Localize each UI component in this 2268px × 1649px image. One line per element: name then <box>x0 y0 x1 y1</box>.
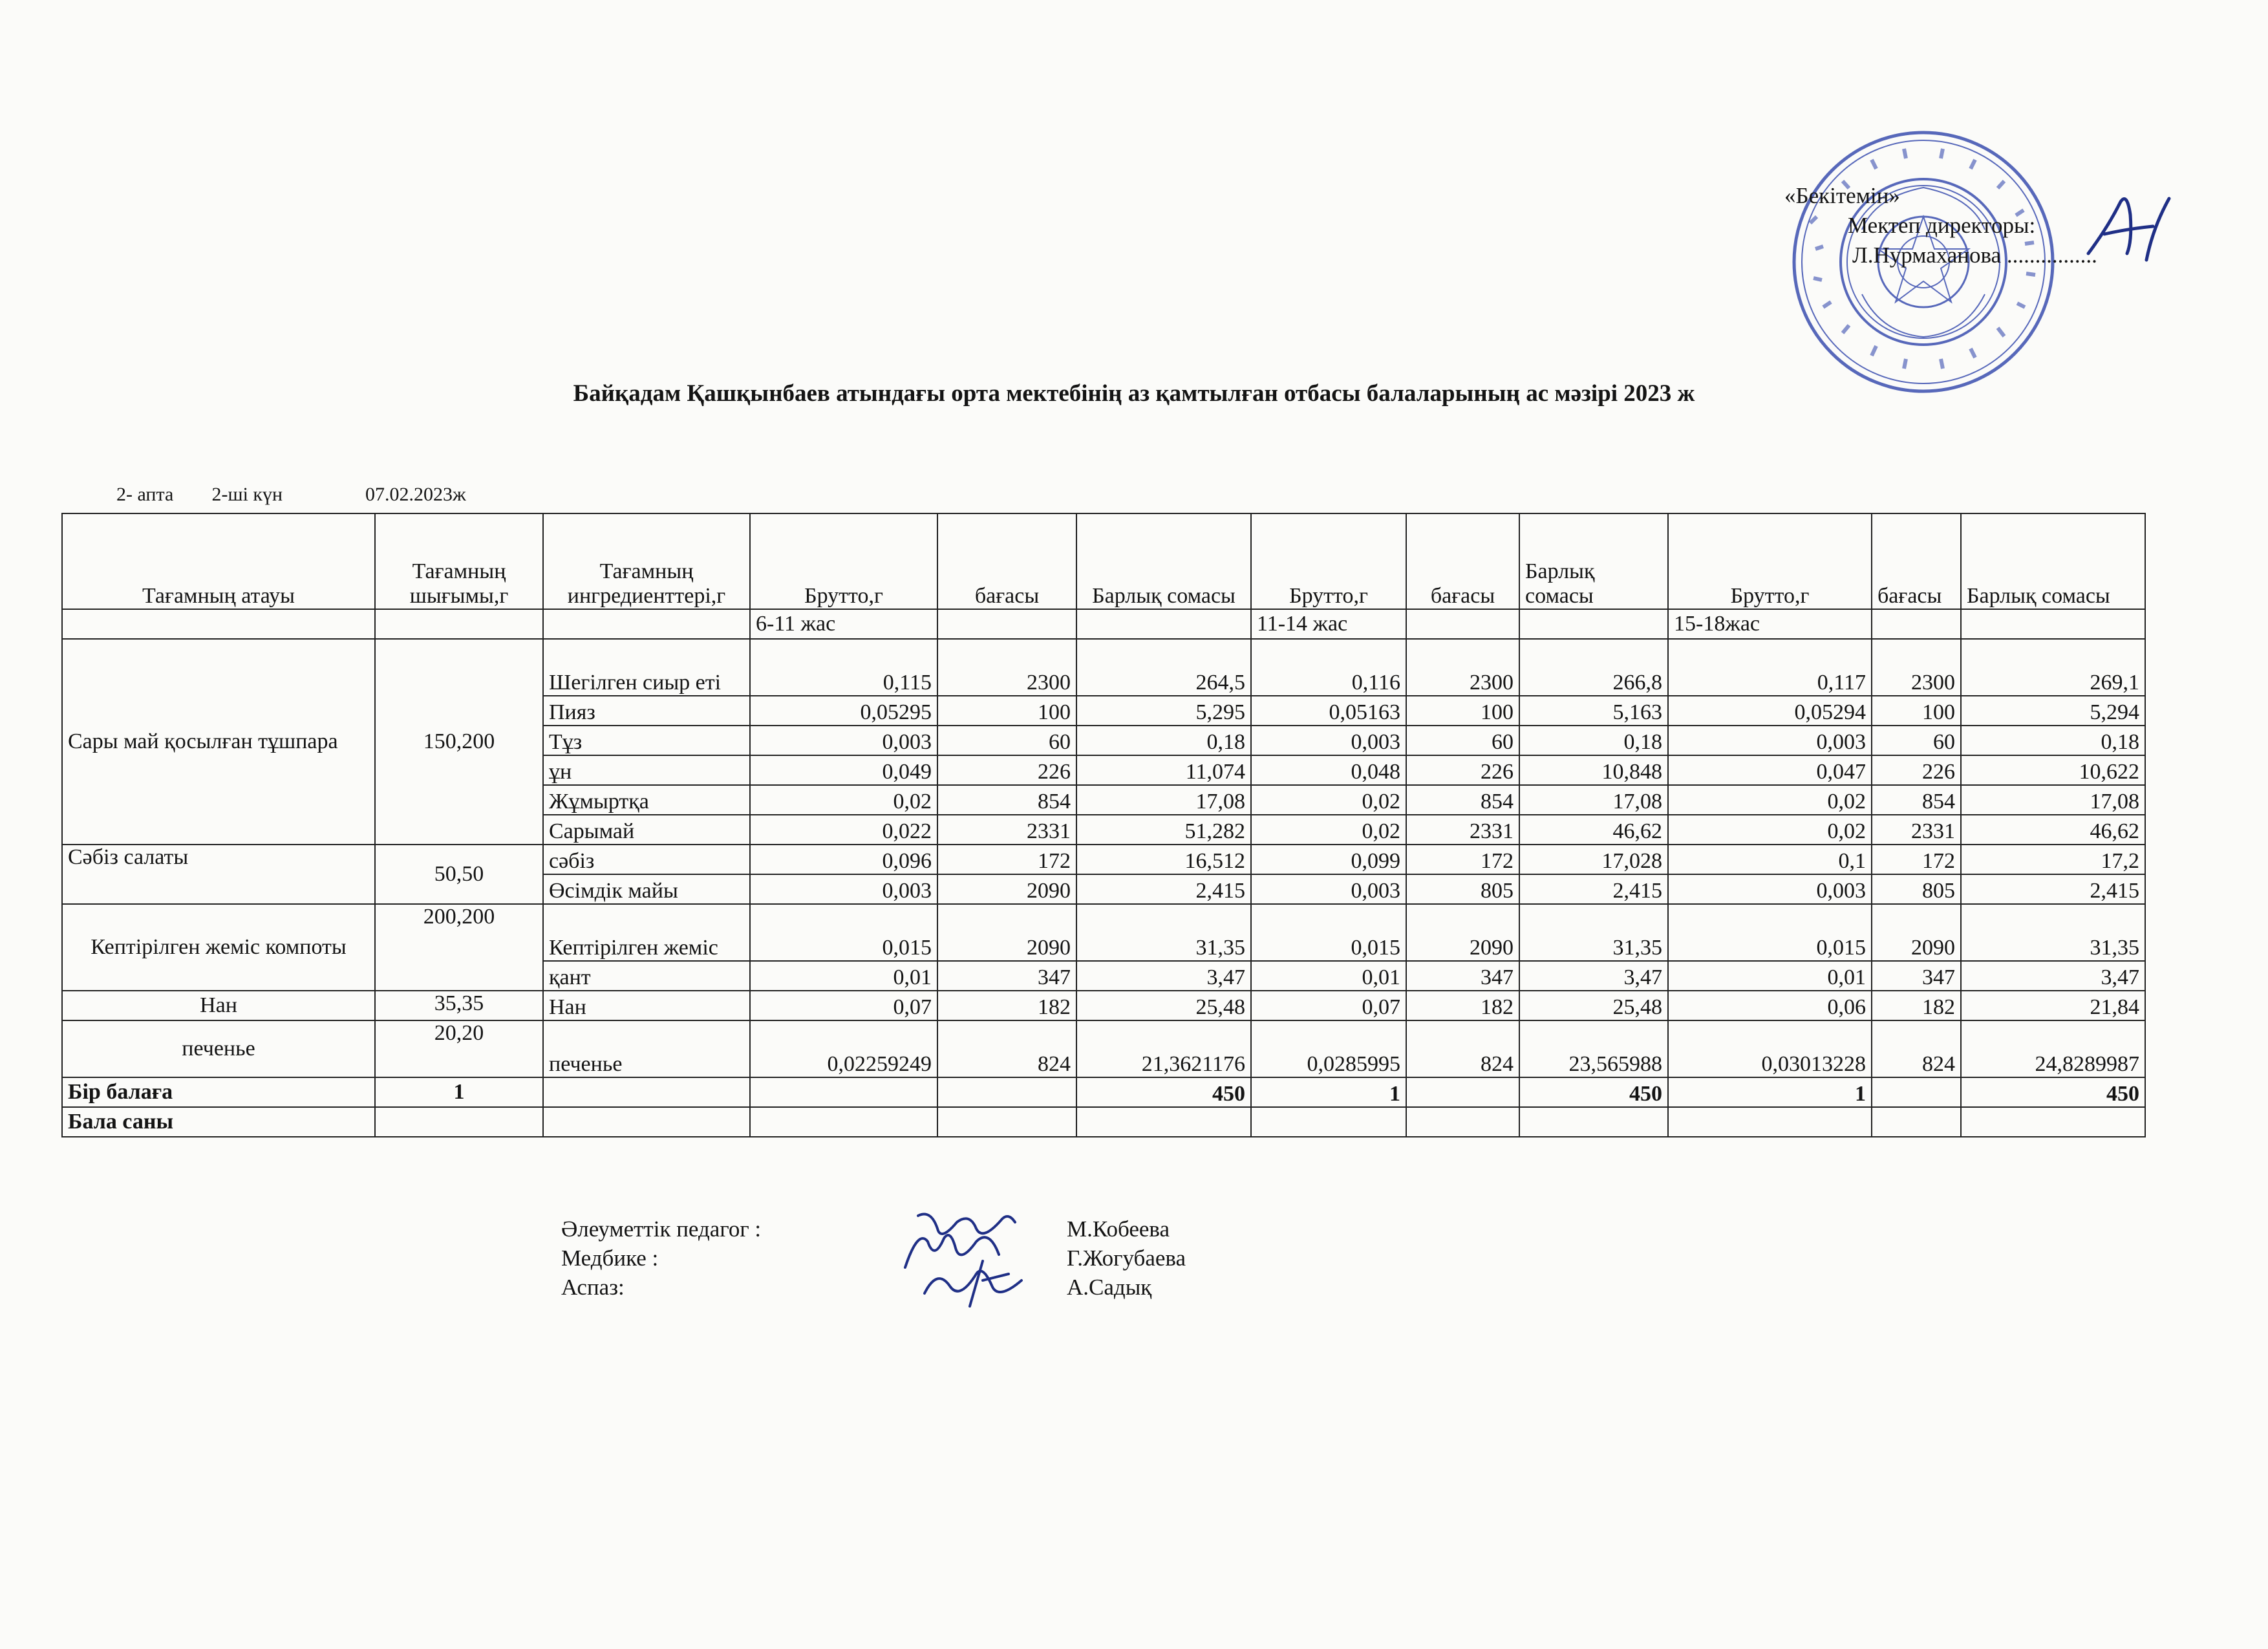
brutto-15-18: 0,02 <box>1668 785 1872 815</box>
dish-name: Сары май қосылған тұшпара <box>62 639 375 845</box>
total-15-18: 10,622 <box>1961 755 2145 785</box>
date-label: 07.02.2023ж <box>365 484 466 505</box>
document-title: Байқадам Қашқынбаев атындағы орта мектебінің аз қамтылған отбасы балаларының ас мәзірі 2023 ж <box>573 380 1695 407</box>
brutto-6-11: 0,003 <box>750 726 937 755</box>
ingredient-name: Жұмыртқа <box>543 785 750 815</box>
brutto-6-11: 0,02259249 <box>750 1020 937 1077</box>
per-child-brutto-2: 1 <box>1251 1077 1406 1107</box>
price-15-18: 100 <box>1872 696 1961 726</box>
approval-heading: «Бекітемін» <box>1784 183 1900 208</box>
price-6-11: 182 <box>937 991 1076 1020</box>
total-15-18: 17,2 <box>1961 845 2145 874</box>
total-11-14: 46,62 <box>1519 815 1668 845</box>
brutto-6-11: 0,022 <box>750 815 937 845</box>
total-11-14: 31,35 <box>1519 904 1668 961</box>
header-yield: Тағамның шығымы,г <box>375 513 543 609</box>
role-social-pedagogue: Әлеуметтік педагог : <box>561 1216 762 1242</box>
price-15-18: 2300 <box>1872 639 1961 696</box>
dish-yield: 50,50 <box>375 845 543 904</box>
dish-yield: 200,200 <box>375 904 543 991</box>
age-group-row <box>62 609 2145 639</box>
price-6-11: 347 <box>937 961 1076 991</box>
age-group-3: 15-18жас <box>1668 609 1872 639</box>
staff-signatures <box>879 1203 1047 1313</box>
price-11-14: 854 <box>1406 785 1519 815</box>
header-total-3: Барлық сомасы <box>1961 513 2145 609</box>
brutto-11-14: 0,048 <box>1251 755 1406 785</box>
brutto-15-18: 0,047 <box>1668 755 1872 785</box>
total-6-11: 17,08 <box>1076 785 1251 815</box>
per-child-row <box>62 1077 2145 1107</box>
total-11-14: 266,8 <box>1519 639 1668 696</box>
ingredient-name: Пияз <box>543 696 750 726</box>
total-15-18: 24,8289987 <box>1961 1020 2145 1077</box>
ingredient-name: Кептірілген жеміс <box>543 904 750 961</box>
brutto-6-11: 0,02 <box>750 785 937 815</box>
brutto-15-18: 0,003 <box>1668 874 1872 904</box>
price-11-14: 182 <box>1406 991 1519 1020</box>
total-15-18: 3,47 <box>1961 961 2145 991</box>
total-15-18: 2,415 <box>1961 874 2145 904</box>
brutto-15-18: 0,02 <box>1668 815 1872 845</box>
per-child-label: Бір балаға <box>62 1077 375 1107</box>
total-6-11: 51,282 <box>1076 815 1251 845</box>
price-11-14: 824 <box>1406 1020 1519 1077</box>
brutto-6-11: 0,096 <box>750 845 937 874</box>
dish-yield: 20,20 <box>375 1020 543 1077</box>
brutto-11-14: 0,003 <box>1251 874 1406 904</box>
brutto-15-18: 0,117 <box>1668 639 1872 696</box>
per-child-total-2: 450 <box>1519 1077 1668 1107</box>
role-nurse: Медбике : <box>561 1245 659 1271</box>
ingredient-name: Нан <box>543 991 750 1020</box>
price-6-11: 854 <box>937 785 1076 815</box>
total-6-11: 31,35 <box>1076 904 1251 961</box>
brutto-11-14: 0,0285995 <box>1251 1020 1406 1077</box>
header-price-2: бағасы <box>1406 513 1519 609</box>
staff-roles <box>561 1214 761 1302</box>
name-nurse: Г.Жогубаева <box>1067 1245 1186 1271</box>
brutto-15-18: 0,01 <box>1668 961 1872 991</box>
dish-yield: 150,200 <box>375 639 543 845</box>
header-brutto-2: Брутто,г <box>1251 513 1406 609</box>
brutto-11-14: 0,01 <box>1251 961 1406 991</box>
price-6-11: 60 <box>937 726 1076 755</box>
age-group-2: 11-14 жас <box>1251 609 1406 639</box>
ingredient-name: сәбіз <box>543 845 750 874</box>
table-row <box>62 991 2145 1020</box>
total-11-14: 3,47 <box>1519 961 1668 991</box>
name-cook: А.Садық <box>1067 1275 1152 1300</box>
brutto-6-11: 0,003 <box>750 874 937 904</box>
total-15-18: 31,35 <box>1961 904 2145 961</box>
total-6-11: 264,5 <box>1076 639 1251 696</box>
header-dish: Тағамның атауы <box>62 513 375 609</box>
ingredient-name: Тұз <box>543 726 750 755</box>
week-label: 2- апта <box>116 484 174 505</box>
total-6-11: 25,48 <box>1076 991 1251 1020</box>
staff-names <box>1067 1214 1186 1302</box>
total-6-11: 5,295 <box>1076 696 1251 726</box>
price-6-11: 2090 <box>937 874 1076 904</box>
header-brutto-1: Брутто,г <box>750 513 937 609</box>
header-price-1: бағасы <box>937 513 1076 609</box>
brutto-6-11: 0,115 <box>750 639 937 696</box>
header-row <box>62 513 2145 609</box>
total-6-11: 21,3621176 <box>1076 1020 1251 1077</box>
total-11-14: 0,18 <box>1519 726 1668 755</box>
ingredient-name: ұн <box>543 755 750 785</box>
ingredient-name: печенье <box>543 1020 750 1077</box>
total-6-11: 16,512 <box>1076 845 1251 874</box>
brutto-15-18: 0,03013228 <box>1668 1020 1872 1077</box>
name-social-pedagogue: М.Кобеева <box>1067 1216 1170 1242</box>
price-6-11: 2331 <box>937 815 1076 845</box>
dish-name: Нан <box>62 991 375 1020</box>
price-11-14: 60 <box>1406 726 1519 755</box>
ingredient-name: Өсімдік майы <box>543 874 750 904</box>
total-11-14: 2,415 <box>1519 874 1668 904</box>
brutto-6-11: 0,049 <box>750 755 937 785</box>
price-15-18: 2331 <box>1872 815 1961 845</box>
table-row <box>62 1020 2145 1077</box>
total-15-18: 21,84 <box>1961 991 2145 1020</box>
brutto-11-14: 0,02 <box>1251 785 1406 815</box>
per-child-yield: 1 <box>375 1077 543 1107</box>
per-child-total-1: 450 <box>1076 1077 1251 1107</box>
price-6-11: 2090 <box>937 904 1076 961</box>
price-11-14: 2300 <box>1406 639 1519 696</box>
price-11-14: 226 <box>1406 755 1519 785</box>
total-11-14: 17,028 <box>1519 845 1668 874</box>
brutto-15-18: 0,06 <box>1668 991 1872 1020</box>
director-signature <box>2082 189 2179 266</box>
header-brutto-3: Брутто,г <box>1668 513 1872 609</box>
price-11-14: 2090 <box>1406 904 1519 961</box>
role-cook: Аспаз: <box>561 1275 625 1300</box>
ingredient-name: Шегілген сиыр еті <box>543 639 750 696</box>
menu-body <box>62 639 2145 1077</box>
total-11-14: 5,163 <box>1519 696 1668 726</box>
price-11-14: 100 <box>1406 696 1519 726</box>
children-count-label: Бала саны <box>62 1107 375 1137</box>
total-15-18: 269,1 <box>1961 639 2145 696</box>
price-6-11: 824 <box>937 1020 1076 1077</box>
brutto-15-18: 0,015 <box>1668 904 1872 961</box>
brutto-11-14: 0,07 <box>1251 991 1406 1020</box>
header-price-3: бағасы <box>1872 513 1961 609</box>
total-15-18: 5,294 <box>1961 696 2145 726</box>
price-11-14: 805 <box>1406 874 1519 904</box>
header-ingredient: Тағамның ингредиенттері,г <box>543 513 750 609</box>
price-6-11: 226 <box>937 755 1076 785</box>
ingredient-name: Сарымай <box>543 815 750 845</box>
total-11-14: 23,565988 <box>1519 1020 1668 1077</box>
brutto-15-18: 0,1 <box>1668 845 1872 874</box>
per-child-total-3: 450 <box>1961 1077 2145 1107</box>
price-11-14: 172 <box>1406 845 1519 874</box>
total-15-18: 17,08 <box>1961 785 2145 815</box>
price-15-18: 805 <box>1872 874 1961 904</box>
dish-name: Кептірілген жеміс компоты <box>62 904 375 991</box>
price-15-18: 2090 <box>1872 904 1961 961</box>
dish-name: Сәбіз салаты <box>62 845 375 904</box>
price-15-18: 60 <box>1872 726 1961 755</box>
price-15-18: 824 <box>1872 1020 1961 1077</box>
table-row <box>62 904 2145 961</box>
price-11-14: 347 <box>1406 961 1519 991</box>
price-15-18: 182 <box>1872 991 1961 1020</box>
table-row <box>62 639 2145 696</box>
day-label: 2-ші күн <box>211 484 283 505</box>
price-15-18: 347 <box>1872 961 1961 991</box>
menu-table <box>61 513 2146 1137</box>
price-6-11: 2300 <box>937 639 1076 696</box>
price-6-11: 100 <box>937 696 1076 726</box>
age-group-1: 6-11 жас <box>750 609 937 639</box>
total-6-11: 0,18 <box>1076 726 1251 755</box>
price-6-11: 172 <box>937 845 1076 874</box>
total-11-14: 17,08 <box>1519 785 1668 815</box>
brutto-6-11: 0,05295 <box>750 696 937 726</box>
brutto-6-11: 0,07 <box>750 991 937 1020</box>
brutto-11-14: 0,05163 <box>1251 696 1406 726</box>
brutto-11-14: 0,015 <box>1251 904 1406 961</box>
brutto-15-18: 0,05294 <box>1668 696 1872 726</box>
brutto-11-14: 0,116 <box>1251 639 1406 696</box>
total-15-18: 0,18 <box>1961 726 2145 755</box>
ingredient-name: қант <box>543 961 750 991</box>
brutto-6-11: 0,01 <box>750 961 937 991</box>
total-6-11: 11,074 <box>1076 755 1251 785</box>
brutto-11-14: 0,02 <box>1251 815 1406 845</box>
children-count-row <box>62 1107 2145 1137</box>
brutto-6-11: 0,015 <box>750 904 937 961</box>
price-11-14: 2331 <box>1406 815 1519 845</box>
total-6-11: 2,415 <box>1076 874 1251 904</box>
brutto-11-14: 0,003 <box>1251 726 1406 755</box>
total-11-14: 10,848 <box>1519 755 1668 785</box>
brutto-15-18: 0,003 <box>1668 726 1872 755</box>
dish-name: печенье <box>62 1020 375 1077</box>
brutto-11-14: 0,099 <box>1251 845 1406 874</box>
approval-position: Мектеп директоры: <box>1848 213 2036 238</box>
total-11-14: 25,48 <box>1519 991 1668 1020</box>
header-total-2: Барлық сомасы <box>1519 513 1668 609</box>
price-15-18: 172 <box>1872 845 1961 874</box>
per-child-brutto-3: 1 <box>1668 1077 1872 1107</box>
header-total-1: Барлық сомасы <box>1076 513 1251 609</box>
menu-meta <box>116 484 466 506</box>
table-row <box>62 845 2145 874</box>
price-15-18: 854 <box>1872 785 1961 815</box>
dish-yield: 35,35 <box>375 991 543 1020</box>
total-15-18: 46,62 <box>1961 815 2145 845</box>
total-6-11: 3,47 <box>1076 961 1251 991</box>
price-15-18: 226 <box>1872 755 1961 785</box>
approval-director-name: Л.Нурмаханова ................ <box>1852 242 2097 268</box>
